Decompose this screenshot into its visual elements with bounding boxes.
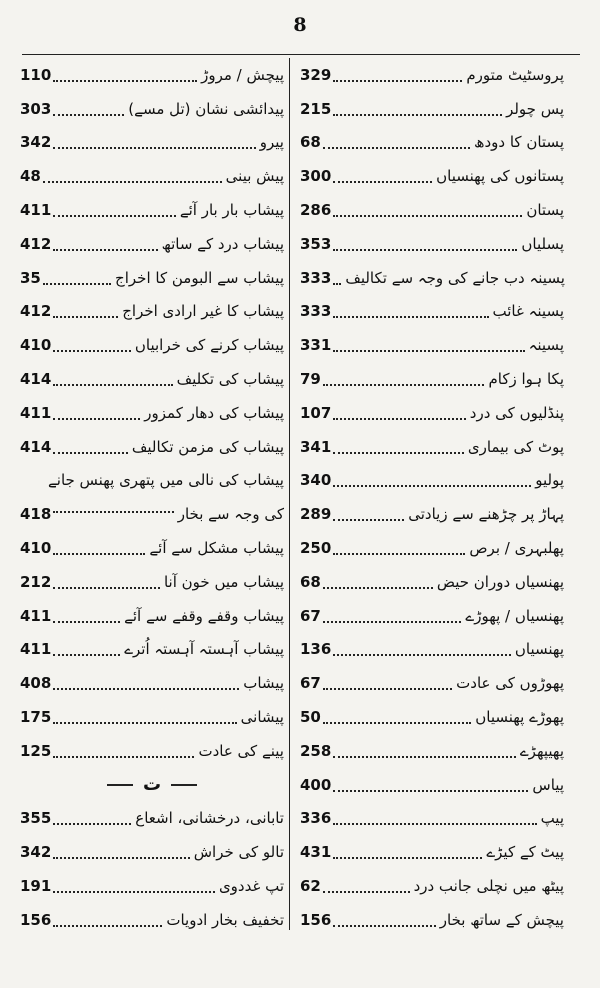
index-entry (20, 159, 284, 193)
index-entry (20, 633, 284, 667)
entry-page-number: 355 (20, 809, 52, 828)
dot-leader (53, 418, 140, 420)
dot-leader (53, 756, 194, 758)
entry-term: پیشاب درد کے ساتھ (161, 234, 284, 253)
index-entry (300, 295, 564, 329)
index-entry (20, 58, 284, 92)
index-entry (300, 565, 564, 599)
index-entry (300, 666, 564, 700)
dot-leader (333, 553, 465, 555)
index-entry (300, 802, 564, 836)
entry-term: پیشاب بار بار آئے (179, 201, 284, 220)
dot-leader (53, 553, 145, 555)
entry-page-number: 333 (300, 302, 332, 321)
entry-term: پیشاب (243, 674, 284, 693)
entry-term: پیٹھ میں نچلی جانب درد (413, 877, 564, 896)
dot-leader (333, 249, 517, 251)
index-column-left (20, 58, 284, 937)
dot-leader (333, 316, 488, 318)
entry-page-number: 411 (20, 606, 52, 625)
dot-leader (53, 511, 173, 513)
index-entry (300, 328, 564, 362)
entry-page-number: 411 (20, 640, 52, 659)
index-entry (20, 261, 284, 295)
dot-leader (333, 181, 432, 183)
entry-term: پسینہ غائب (492, 302, 564, 321)
entry-term: پنڈلیوں کی درد (469, 403, 564, 422)
dot-leader (333, 823, 536, 825)
index-entry (20, 126, 284, 160)
entry-term: پستان (526, 201, 564, 220)
entry-term: پھوڑوں کی عادت (456, 674, 564, 693)
index-entry (20, 227, 284, 261)
entry-page-number: 431 (300, 843, 332, 862)
index-entry (300, 903, 564, 937)
index-entry (20, 666, 284, 700)
entry-page-number: 336 (300, 809, 332, 828)
dot-leader (323, 688, 452, 690)
index-entry (300, 633, 564, 667)
entry-term: پروسٹیٹ متورم (466, 65, 564, 84)
header-rule (22, 54, 580, 55)
dot-leader (43, 283, 111, 285)
index-entry (300, 734, 564, 768)
index-entry (300, 159, 564, 193)
index-entry (300, 261, 564, 295)
entry-term: پس چولر (506, 99, 564, 118)
dot-leader (53, 587, 160, 589)
entry-page-number: 333 (300, 268, 332, 287)
index-entry (300, 58, 564, 92)
dot-leader (333, 857, 482, 859)
dot-leader (53, 249, 157, 251)
entry-term: پیشاب میں خون آنا (163, 572, 284, 591)
entry-page-number: 342 (20, 133, 52, 152)
index-entry (20, 869, 284, 903)
entry-page-number: 107 (300, 403, 332, 422)
entry-page-number: 79 (300, 370, 321, 389)
index-entry (20, 599, 284, 633)
index-entry (20, 362, 284, 396)
entry-page-number: 258 (300, 741, 332, 760)
section-letter: ت (142, 774, 162, 796)
dot-leader (53, 215, 176, 217)
entry-page-number: 110 (20, 65, 52, 84)
entry-term: پیشاب کی تکلیف (176, 370, 284, 389)
index-entry (20, 802, 284, 836)
section-dash (107, 784, 133, 786)
dot-leader (53, 316, 118, 318)
entry-page-number: 48 (20, 167, 41, 186)
dot-leader (333, 925, 435, 927)
entry-term: پستانوں کی پھنسیاں (436, 167, 564, 186)
entry-term: پیشاب سے البومن کا اخراج (115, 268, 284, 287)
section-dash (171, 784, 197, 786)
dot-leader (53, 654, 120, 656)
index-entry (20, 92, 284, 126)
index-column-right (300, 58, 564, 937)
index-entry (20, 464, 284, 532)
entry-page-number: 412 (20, 302, 52, 321)
dot-leader (53, 114, 124, 116)
entry-term: پیشاب کی دھار کمزور (144, 403, 284, 422)
dot-leader (53, 722, 236, 724)
dot-leader (333, 215, 522, 217)
entry-page-number: 289 (300, 505, 332, 524)
entry-page-number: 67 (300, 606, 321, 625)
dot-leader (53, 350, 131, 352)
entry-page-number: 341 (300, 437, 332, 456)
index-entry (20, 700, 284, 734)
column-divider (289, 58, 290, 930)
entry-term: پیشاب کا غیر ارادی اخراج (122, 302, 284, 321)
dot-leader (333, 418, 465, 420)
index-entry (20, 903, 284, 937)
entry-term: پیشاب مشکل سے آئے (149, 539, 284, 558)
entry-term: پھلبہری / برص (469, 539, 564, 558)
entry-term: پیشانی (240, 708, 284, 727)
entry-term: پھنسیاں / پھوڑے (465, 606, 564, 625)
entry-term: پیپ (540, 809, 564, 828)
entry-term: پھنسیاں (514, 640, 564, 659)
page-number: 8 (293, 14, 307, 36)
entry-page-number: 136 (300, 640, 332, 659)
dot-leader (43, 181, 222, 183)
entry-page-number: 408 (20, 674, 52, 693)
entry-term: پکا ہوا زکام (488, 370, 564, 389)
dot-leader (53, 857, 189, 859)
dot-leader (53, 452, 128, 454)
entry-page-number: 331 (300, 336, 332, 355)
dot-leader (53, 384, 172, 386)
entry-term: پیشاب کرنے کی خرابیاں (134, 336, 284, 355)
dot-leader (333, 80, 462, 82)
entry-page-number: 250 (300, 539, 332, 558)
index-entry (300, 768, 564, 802)
entry-term: پوٹ کی بیماری (467, 437, 564, 456)
entry-term: تابانی، درخشانی، اشعاع (135, 809, 284, 828)
dot-leader (333, 756, 516, 758)
entry-page-number: 400 (300, 775, 332, 794)
dot-leader (333, 283, 341, 285)
entry-page-number: 418 (20, 505, 52, 524)
entry-term: تخفیف بخار ادویات (166, 910, 284, 929)
entry-term: پیچش کے ساتھ بخار (439, 910, 564, 929)
entry-term: پیرو (259, 133, 284, 152)
dot-leader (53, 147, 255, 149)
entry-page-number: 67 (300, 674, 321, 693)
entry-term: کی وجہ سے بخار (177, 505, 284, 524)
entry-term: پولیو (535, 471, 564, 490)
entry-page-number: 300 (300, 167, 332, 186)
entry-page-number: 191 (20, 877, 52, 896)
dot-leader (53, 688, 239, 690)
dot-leader (323, 621, 462, 623)
entry-page-number: 410 (20, 539, 52, 558)
dot-leader (53, 80, 197, 82)
entry-page-number: 156 (20, 910, 52, 929)
index-entry (20, 531, 284, 565)
entry-page-number: 412 (20, 234, 52, 253)
dot-leader (333, 452, 464, 454)
entry-page-number: 340 (300, 471, 332, 490)
dot-leader (323, 722, 471, 724)
entry-page-number: 410 (20, 336, 52, 355)
index-entry (300, 362, 564, 396)
entry-page-number: 156 (300, 910, 332, 929)
index-entry (300, 700, 564, 734)
index-entry (20, 430, 284, 464)
entry-term: پھوڑے پھنسیاں (475, 708, 564, 727)
index-entry (300, 227, 564, 261)
index-entry (300, 835, 564, 869)
entry-page-number: 68 (300, 572, 321, 591)
entry-page-number: 125 (20, 741, 52, 760)
entry-page-number: 414 (20, 437, 52, 456)
entry-term: پھنسیاں دوران حیض (436, 572, 564, 591)
entry-page-number: 414 (20, 370, 52, 389)
index-entry (20, 734, 284, 768)
entry-page-number: 50 (300, 708, 321, 727)
entry-term: پسلیاں (521, 234, 564, 253)
entry-term: پھیپھڑے (519, 741, 564, 760)
dot-leader (53, 621, 120, 623)
entry-page-number: 68 (300, 133, 321, 152)
entry-page-number: 329 (300, 65, 332, 84)
index-entry (300, 92, 564, 126)
dot-leader (333, 654, 511, 656)
entry-term-line2 (20, 505, 284, 523)
entry-term: پسینہ دب جانے کی وجہ سے تکالیف (345, 268, 565, 287)
dot-leader (333, 485, 531, 487)
index-entry (20, 396, 284, 430)
dot-leader (53, 823, 131, 825)
index-entry (300, 430, 564, 464)
entry-page-number: 303 (20, 99, 52, 118)
dot-leader (333, 790, 528, 792)
entry-page-number: 215 (300, 99, 332, 118)
entry-term: پیاس (532, 775, 564, 794)
dot-leader (323, 147, 470, 149)
index-entry (20, 328, 284, 362)
entry-term: تپ غددوی (218, 877, 284, 896)
entry-term: پینے کی عادت (198, 741, 284, 760)
entry-page-number: 35 (20, 268, 41, 287)
entry-page-number: 411 (20, 201, 52, 220)
dot-leader (53, 925, 162, 927)
entry-term: پیشاب وقفے وقفے سے آئے (124, 606, 284, 625)
entry-term: پسینہ (528, 336, 564, 355)
index-entry (300, 531, 564, 565)
index-entry (300, 396, 564, 430)
entry-page-number: 353 (300, 234, 332, 253)
dot-leader (53, 891, 215, 893)
index-entry (300, 869, 564, 903)
entry-term: پیدائشی نشان (تل مسے) (128, 99, 284, 118)
index-entry (20, 295, 284, 329)
entry-page-number: 286 (300, 201, 332, 220)
entry-term-line1: پیشاب کی نالی میں پتھری پھنس جانے (47, 471, 284, 490)
index-entry (20, 835, 284, 869)
entry-page-number: 212 (20, 572, 52, 591)
entry-page-number: 411 (20, 403, 52, 422)
index-entry (300, 126, 564, 160)
index-entry (300, 464, 564, 498)
entry-term: پستان کا دودھ (474, 133, 564, 152)
entry-term: پہاڑ پر چڑھنے سے زیادتی (408, 505, 564, 524)
entry-page-number: 342 (20, 843, 52, 862)
entry-term: تالو کی خراش (193, 843, 284, 862)
dot-leader (323, 384, 485, 386)
dot-leader (333, 114, 502, 116)
entry-term: پیشاب آہستہ آہستہ اُترے (124, 640, 284, 659)
entry-term: پیش بینی (225, 167, 284, 186)
index-entry (300, 599, 564, 633)
entry-page-number: 62 (300, 877, 321, 896)
index-entry (300, 497, 564, 531)
section-heading (20, 768, 284, 802)
index-entry (20, 565, 284, 599)
entry-term: پیٹ کے کیڑے (486, 843, 564, 862)
index-entry (300, 193, 564, 227)
entry-term: پیچش / مروڑ (201, 65, 284, 84)
dot-leader (323, 587, 433, 589)
index-entry (20, 193, 284, 227)
dot-leader (333, 350, 524, 352)
entry-page-number: 175 (20, 708, 52, 727)
dot-leader (333, 519, 404, 521)
dot-leader (323, 891, 410, 893)
entry-term: پیشاب کی مزمن تکالیف (131, 437, 284, 456)
